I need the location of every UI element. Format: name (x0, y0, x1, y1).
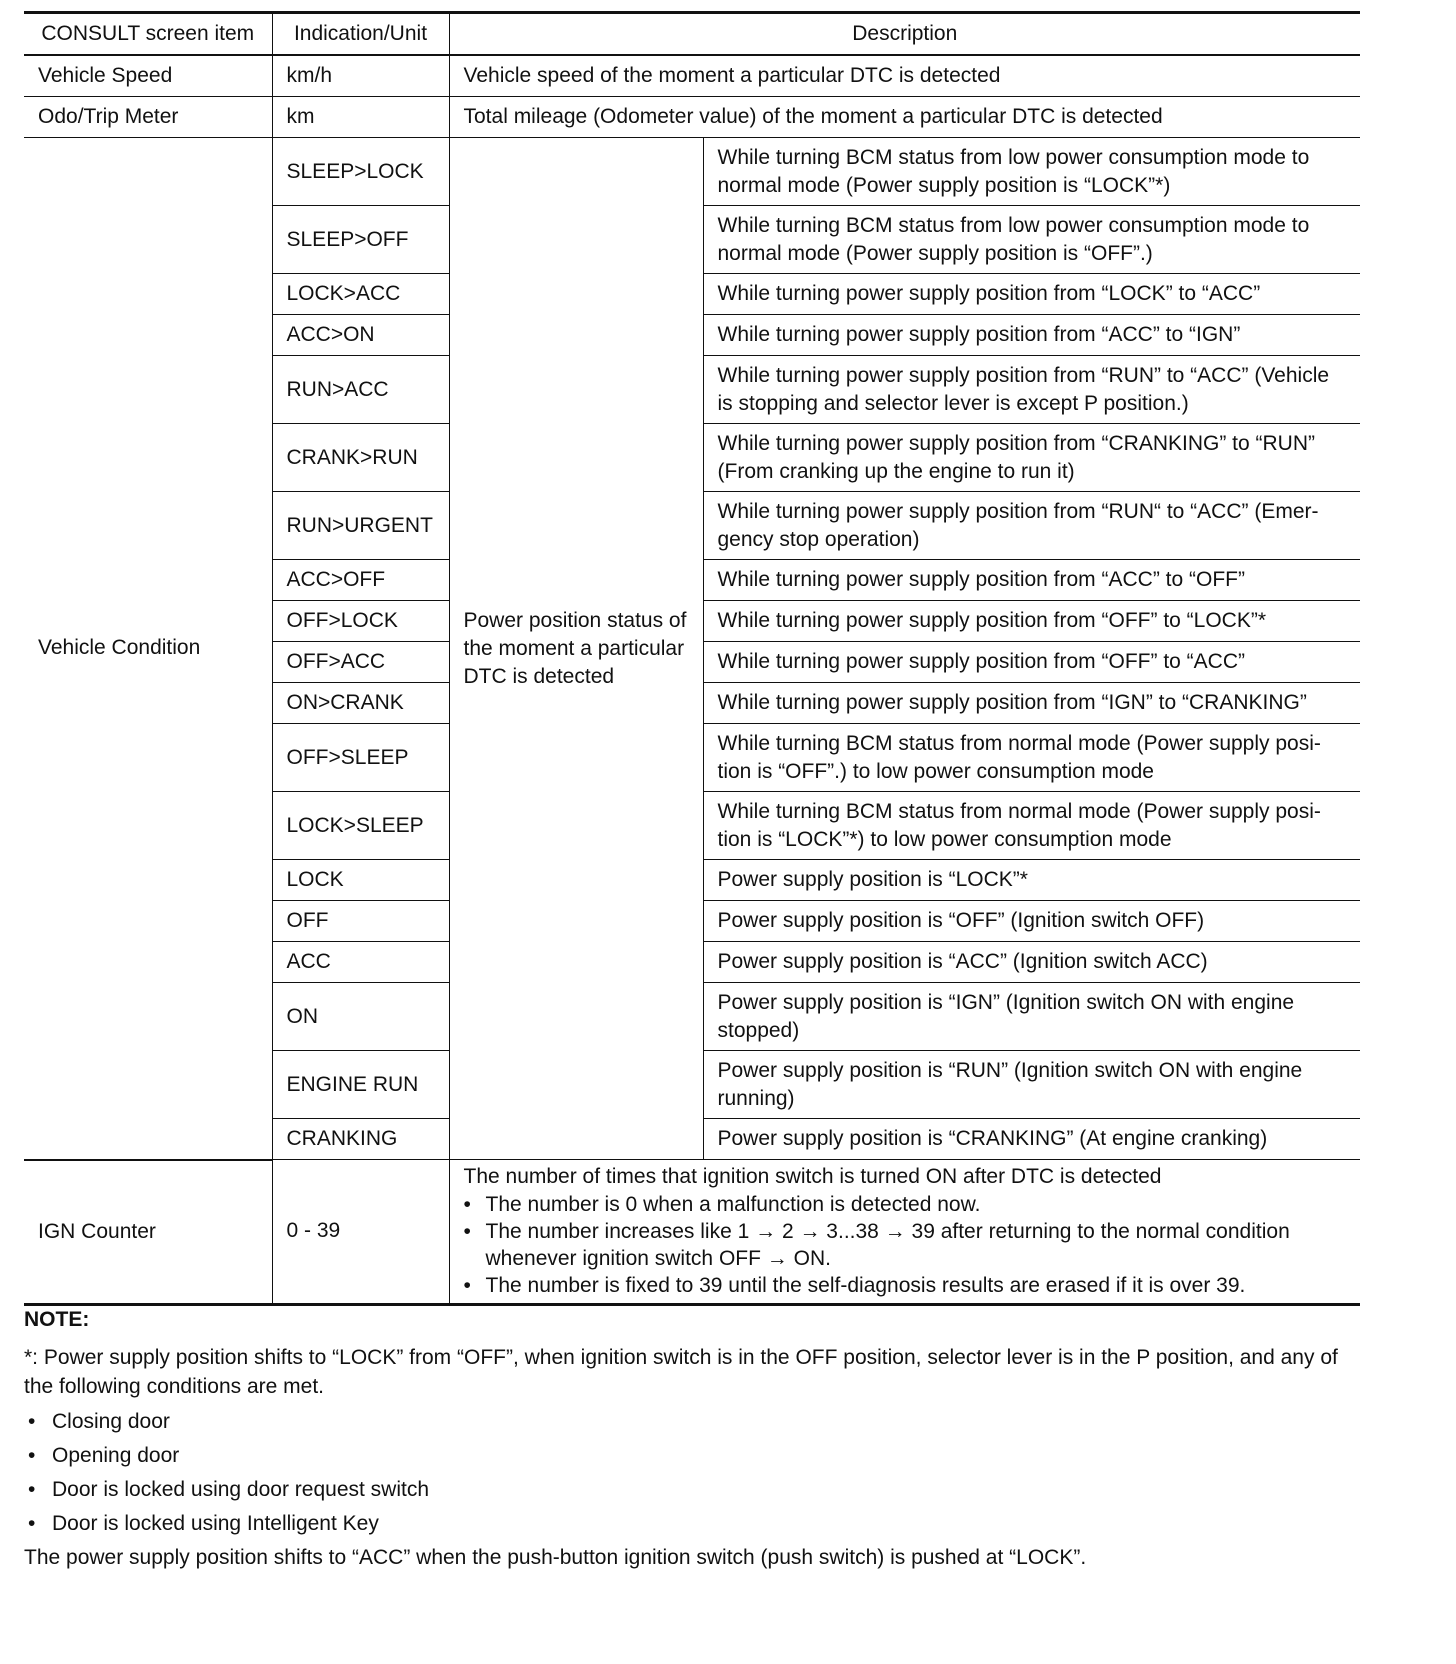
consult-data-table (24, 11, 1360, 1306)
item-cell: Vehicle Speed (24, 55, 272, 97)
indication-cell: RUN>URGENT (272, 492, 449, 560)
description-cell: While turning power supply position from “OFF” to “ACC” (703, 642, 1360, 683)
list-item: • The number is fixed to 39 until the self-diagnosis results are erased if it is over 39. (464, 1272, 1347, 1299)
description-cell: Power supply position is “LOCK”* (703, 860, 1360, 901)
indication-cell: LOCK>SLEEP (272, 792, 449, 860)
indication-cell: ON (272, 983, 449, 1051)
table-row (24, 55, 1360, 97)
item-cell: Vehicle Condition (24, 138, 272, 1160)
description-cell: While turning BCM status from low power consumption mode to normal mode (Power supply position is “OFF”.) (703, 206, 1360, 274)
description-cell: Power supply position is “ACC” (Ignition switch ACC) (703, 942, 1360, 983)
position-status-cell: Power position status of the moment a particular DTC is detected (449, 138, 703, 1160)
list-item: • The number increases like 1 → 2 → 3...38 → 39 after returning to the normal condition whenever ignition switch OFF → ON. (464, 1218, 1347, 1272)
ign-bullet-list (464, 1191, 1347, 1299)
description-cell: While turning power supply position from “LOCK” to “ACC” (703, 274, 1360, 315)
indication-cell: OFF>ACC (272, 642, 449, 683)
indication-cell: ACC>OFF (272, 560, 449, 601)
table-row (24, 138, 1360, 206)
note-text: *: Power supply position shifts to “LOCK” from “OFF”, when ignition switch is in the OFF position, selector lever is in the P position, and any of the following conditions are met. (24, 1346, 1338, 1398)
description-cell (449, 1160, 1360, 1305)
header-item: CONSULT screen item (24, 13, 272, 56)
description-cell: Total mileage (Odometer value) of the moment a particular DTC is detected (449, 97, 1360, 138)
indication-cell: SLEEP>LOCK (272, 138, 449, 206)
list-item: • Closing door (24, 1405, 1360, 1439)
list-item: • Opening door (24, 1439, 1360, 1473)
unit-cell: km/h (272, 55, 449, 97)
list-item: • Door is locked using Intelligent Key (24, 1507, 1360, 1541)
description-cell: While turning power supply position from “RUN“ to “ACC” (Emer-gency stop operation) (703, 492, 1360, 560)
table-row (24, 97, 1360, 138)
ign-intro: The number of times that ignition switch is turned ON after DTC is detected (463, 1165, 1162, 1189)
description-cell: While turning power supply position from “OFF” to “LOCK”* (703, 601, 1360, 642)
indication-cell: RUN>ACC (272, 356, 449, 424)
description-cell: Power supply position is “RUN” (Ignition switch ON with engine running) (703, 1051, 1360, 1119)
header-unit: Indication/Unit (272, 13, 449, 56)
item-cell: IGN Counter (24, 1160, 272, 1305)
description-cell: While turning BCM status from normal mode (Power supply posi-tion is “OFF”.) to low power consumption mode (703, 724, 1360, 792)
indication-cell: SLEEP>OFF (272, 206, 449, 274)
indication-cell: ON>CRANK (272, 683, 449, 724)
indication-cell: CRANK>RUN (272, 424, 449, 492)
indication-cell: LOCK>ACC (272, 274, 449, 315)
description-cell: While turning power supply position from “ACC” to “IGN” (703, 315, 1360, 356)
item-cell: Odo/Trip Meter (24, 97, 272, 138)
description-cell: While turning power supply position from “CRANKING” to “RUN” (From cranking up the engine to run it) (703, 424, 1360, 492)
indication-cell: OFF (272, 901, 449, 942)
indication-cell: ENGINE RUN (272, 1051, 449, 1119)
description-cell: While turning BCM status from low power consumption mode to normal mode (Power supply position is “LOCK”*) (703, 138, 1360, 206)
description-cell: While turning power supply position from “IGN” to “CRANKING” (703, 683, 1360, 724)
indication-cell: ACC>ON (272, 315, 449, 356)
list-item: • Door is locked using door request switch (24, 1473, 1360, 1507)
description-cell: Power supply position is “OFF” (Ignition switch OFF) (703, 901, 1360, 942)
note-section (24, 1305, 1360, 1575)
description-cell: While turning power supply position from “ACC” to “OFF” (703, 560, 1360, 601)
header-description: Description (449, 13, 1360, 56)
indication-cell: OFF>SLEEP (272, 724, 449, 792)
description-cell: While turning BCM status from normal mode (Power supply posi-tion is “LOCK”*) to low power consumption mode (703, 792, 1360, 860)
description-cell: Vehicle speed of the moment a particular DTC is detected (449, 55, 1360, 97)
indication-cell: CRANKING (272, 1119, 449, 1160)
note-title: NOTE: (24, 1308, 90, 1331)
description-cell: While turning power supply position from “RUN” to “ACC” (Vehicle is stopping and selector lever is except P position.) (703, 356, 1360, 424)
unit-cell: 0 - 39 (272, 1160, 449, 1305)
description-cell: Power supply position is “IGN” (Ignition switch ON with engine stopped) (703, 983, 1360, 1051)
header-row (24, 13, 1360, 56)
note-condition-list (24, 1405, 1360, 1541)
description-cell: Power supply position is “CRANKING” (At engine cranking) (703, 1119, 1360, 1160)
indication-cell: OFF>LOCK (272, 601, 449, 642)
unit-cell: km (272, 97, 449, 138)
note-last-line: The power supply position shifts to “ACC” when the push-button ignition switch (push switch) is pushed at “LOCK”. (24, 1546, 1087, 1569)
table-row (24, 1160, 1360, 1305)
indication-cell: ACC (272, 942, 449, 983)
indication-cell: LOCK (272, 860, 449, 901)
list-item: • The number is 0 when a malfunction is detected now. (464, 1191, 1347, 1218)
